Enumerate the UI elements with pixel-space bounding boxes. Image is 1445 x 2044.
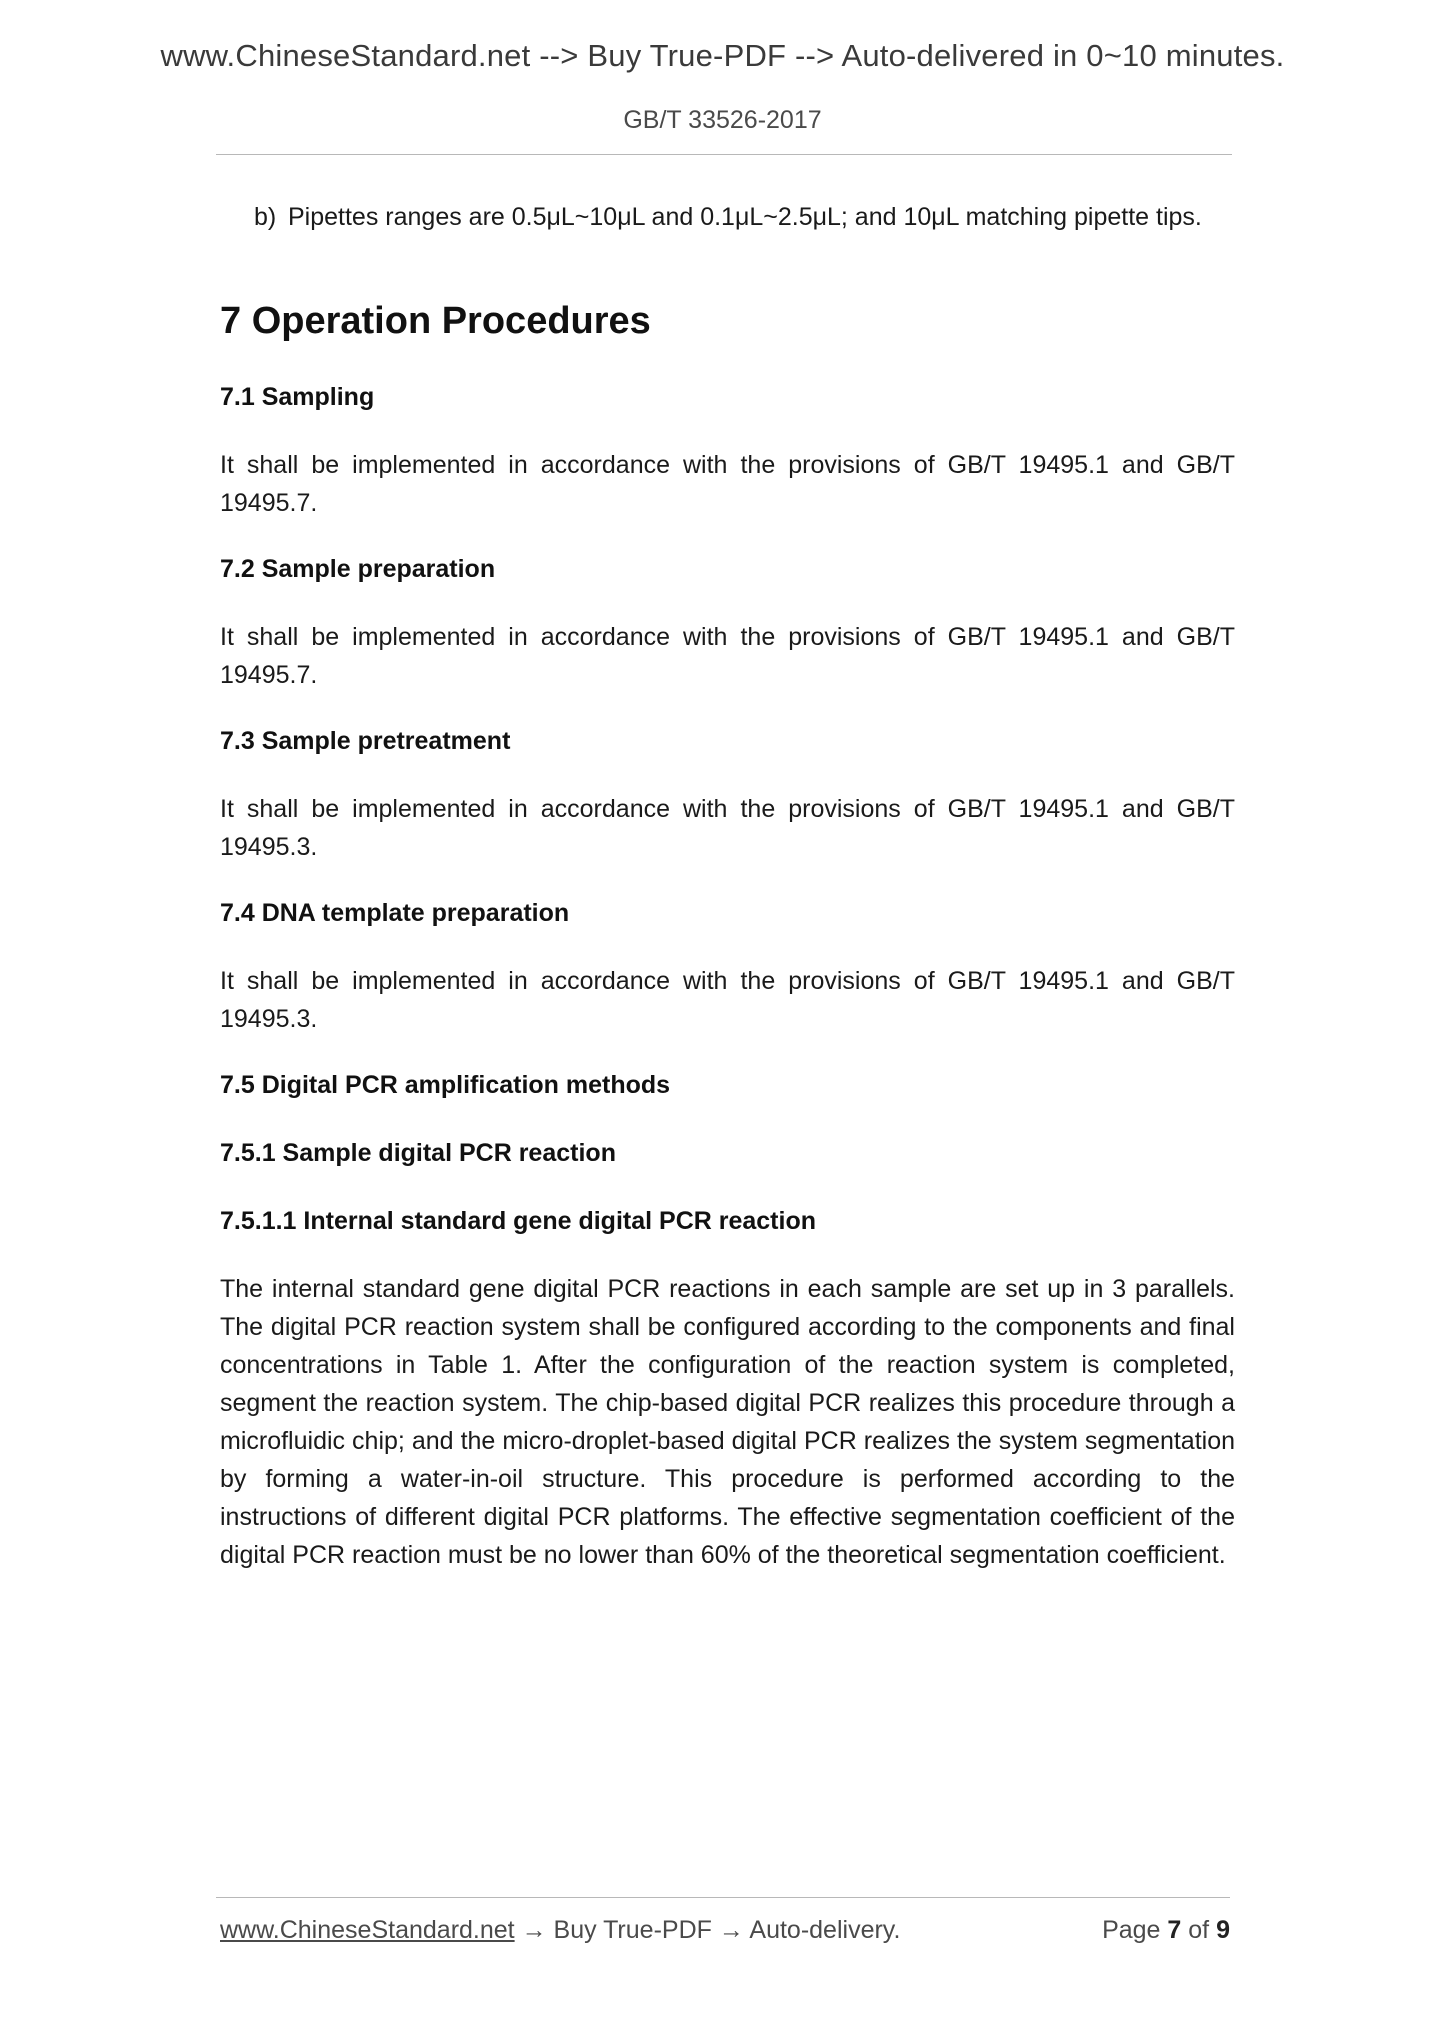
paragraph-7-5-1-1: The internal standard gene digital PCR reactions in each sample are set up in 3 parallels. The digital PCR reaction system shall be configured according to the components and final concentrations in Table 1. After the configuration of the reaction system is completed, segment the reaction system. The chip-based digital PCR realizes this procedure through a microfluidic chip; and the micro-droplet-based digital PCR realizes the system segmentation by forming a water-in-oil structure. This procedure is performed according to the instructions of different digital PCR platforms. The effective segmentation coefficient of the digital PCR reaction must be no lower than 60% of the theoretical segmentation coefficient. bbox=[220, 1275, 1235, 1569]
list-marker: b) bbox=[254, 203, 277, 231]
heading-7-5-1-1: 7.5.1.1 Internal standard gene digital PCR reaction bbox=[220, 1207, 816, 1235]
heading-7-5: 7.5 Digital PCR amplification methods bbox=[220, 1071, 671, 1099]
list-item-b bbox=[254, 198, 1235, 236]
page-total: 9 bbox=[1216, 1916, 1230, 1944]
page-label: Page bbox=[1102, 1916, 1161, 1944]
heading-7-3: 7.3 Sample pretreatment bbox=[220, 727, 511, 755]
standard-code: GB/T 33526-2017 bbox=[623, 106, 822, 134]
paragraph-7-1: It shall be implemented in accordance with the provisions of GB/T 19495.1 and GB/T 19495.7. bbox=[220, 451, 1235, 517]
site-banner: www.ChineseStandard.net --> Buy True-PDF --> Auto-delivered in 0~10 minutes. bbox=[160, 38, 1285, 73]
page-footer bbox=[220, 1916, 1230, 1945]
heading-7-5-1: 7.5.1 Sample digital PCR reaction bbox=[220, 1139, 616, 1167]
footer-site-link[interactable]: www.ChineseStandard.net bbox=[220, 1916, 515, 1944]
footer-divider bbox=[216, 1897, 1230, 1898]
heading-7-4: 7.4 DNA template preparation bbox=[220, 899, 570, 927]
document-body bbox=[220, 198, 1235, 1574]
header-divider bbox=[216, 154, 1232, 155]
footer-left bbox=[220, 1916, 900, 1945]
heading-7-2: 7.2 Sample preparation bbox=[220, 555, 496, 583]
heading-7-1: 7.1 Sampling bbox=[220, 383, 375, 411]
footer-tagline: → Buy True-PDF → Auto-delivery. bbox=[514, 1916, 901, 1944]
paragraph-7-2: It shall be implemented in accordance with the provisions of GB/T 19495.1 and GB/T 19495.7. bbox=[220, 623, 1235, 689]
page-of: of bbox=[1188, 1916, 1210, 1944]
section-title-7: 7 Operation Procedures bbox=[220, 300, 651, 342]
page-indicator bbox=[1102, 1916, 1230, 1945]
list-text: Pipettes ranges are 0.5μL~10μL and 0.1μL~2.5μL; and 10μL matching pipette tips. bbox=[288, 203, 1202, 231]
page-current: 7 bbox=[1167, 1916, 1182, 1944]
paragraph-7-3: It shall be implemented in accordance with the provisions of GB/T 19495.1 and GB/T 19495.3. bbox=[220, 795, 1235, 861]
paragraph-7-4: It shall be implemented in accordance with the provisions of GB/T 19495.1 and GB/T 19495.3. bbox=[220, 967, 1235, 1033]
